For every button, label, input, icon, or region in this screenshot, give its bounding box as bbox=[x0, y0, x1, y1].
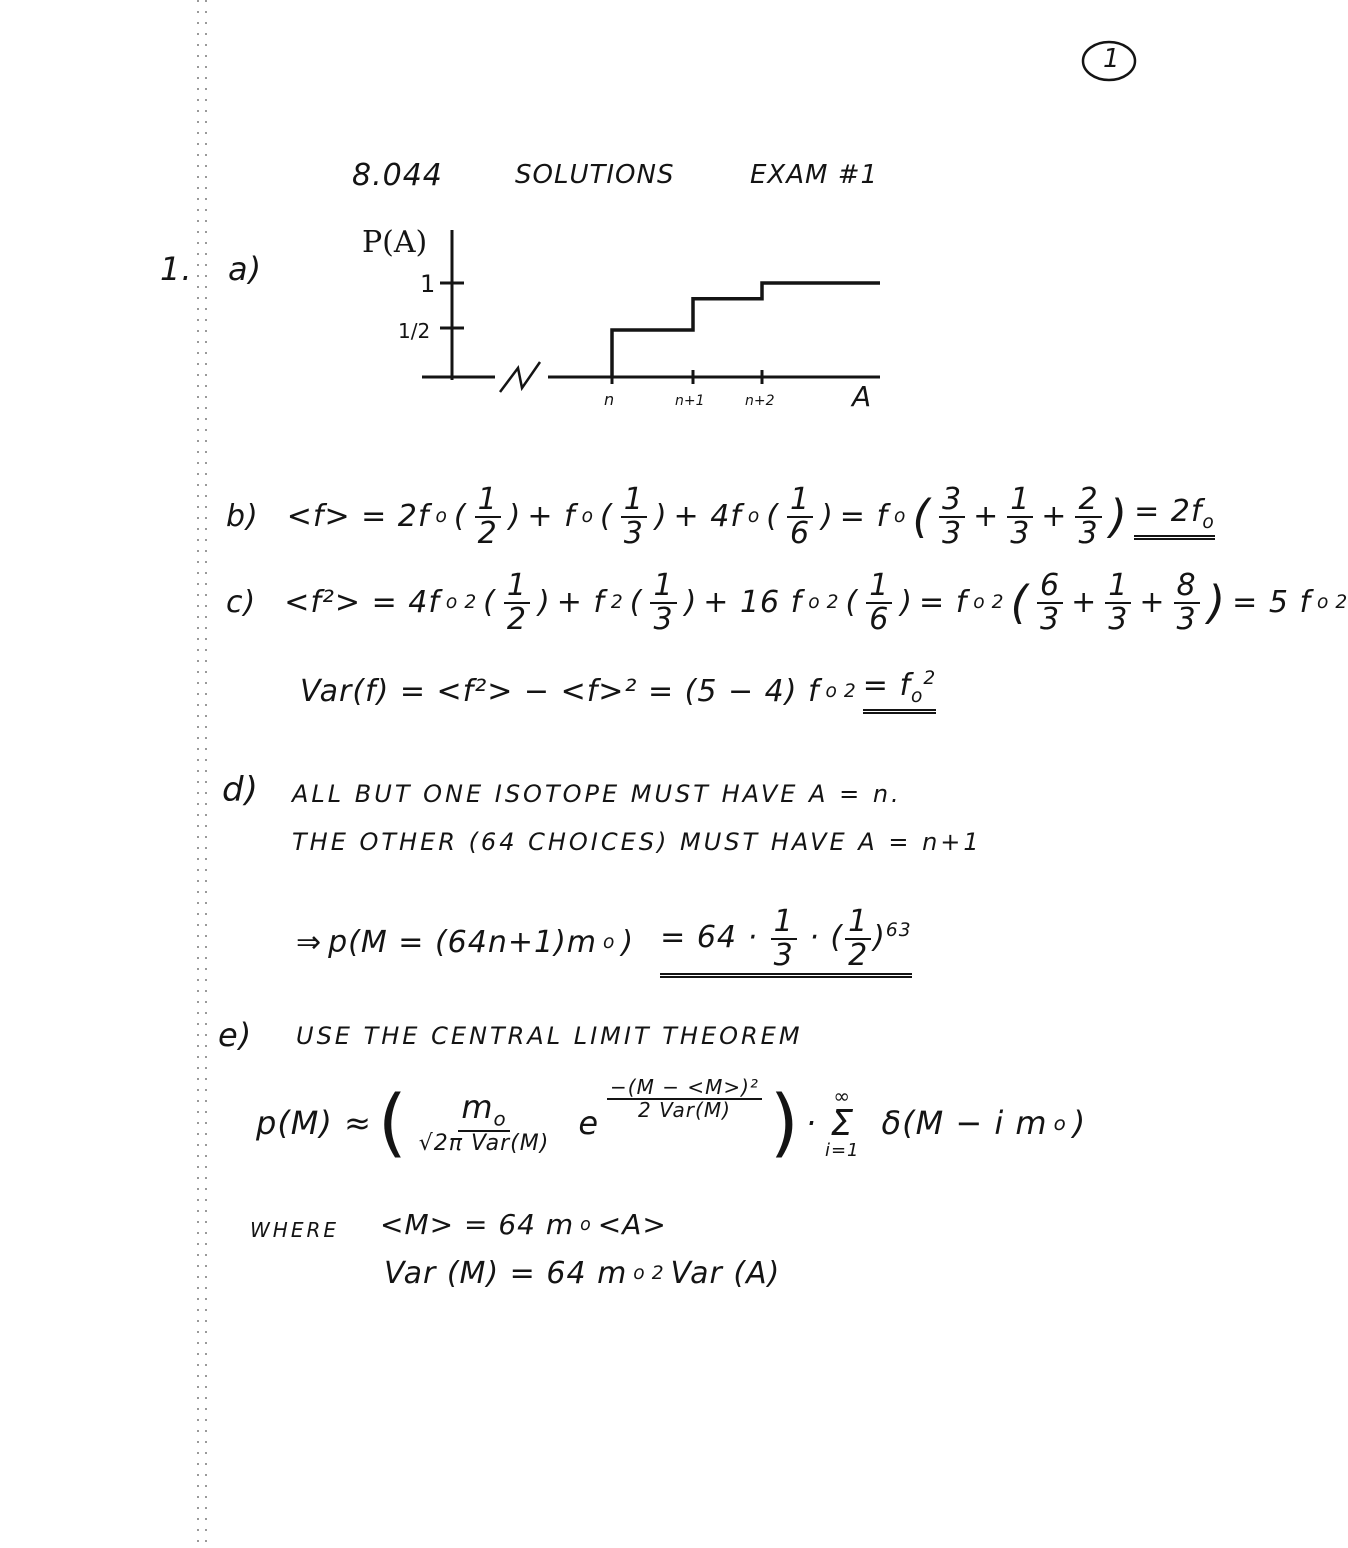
part-b-lhs: <f> = 2f bbox=[286, 499, 430, 534]
frac-third: $\frac{1}{3}$ bbox=[621, 484, 647, 549]
y-axis-label: P(A) bbox=[362, 225, 428, 260]
part-b-equation: b) <f> = 2f o ( $\frac{1}{2}$ ) + f o ( $\frac{1}{3}$ ) + 4f o ( $\frac{1}{6}$ ) = f o ( $\frac{3}{3}$ + $\frac{1}{3}$ + $\frac{2}{3}$ ) = $2f_o$ bbox=[226, 482, 1215, 551]
step-series-line bbox=[612, 283, 880, 377]
x-tick-n-label: n bbox=[604, 390, 615, 409]
part-d-result: = 64 · $\frac{1}{3}$ · ( $\frac{1}{2}$ )$^{63}$ bbox=[660, 906, 911, 978]
header-exam: EXAM #1 bbox=[750, 160, 879, 190]
summation: ∞ Σ i=1 bbox=[824, 1084, 860, 1161]
x-axis-label: A bbox=[852, 380, 872, 413]
course-number: 8.044 bbox=[352, 158, 443, 193]
part-c-equation: c) <f²> = 4f o 2 ( $\frac{1}{2}$ ) + f 2 ( $\frac{1}{3}$ ) + 16 f o 2 ( $\frac{1}{6}$ ) = f o 2 ( $\frac{6}{3}$ + $\frac{1}{3}$ + $\frac{8}{3}$ ) = 5 f o 2 bbox=[226, 568, 1348, 637]
part-d-line1: ALL BUT ONE ISOTOPE MUST HAVE A = n. bbox=[292, 780, 902, 808]
variance-result: = $f_o^2$ bbox=[863, 668, 936, 714]
part-d-probability: ⇒ p(M = (64n+1)m o ) = 64 · $\frac{1}{3}$ · ( $\frac{1}{2}$ )$^{63}$ bbox=[296, 906, 912, 978]
mean-formula: <M> = 64 m o <A> bbox=[380, 1208, 667, 1241]
clt-exponent: $\frac{\text{−(M − <M>)²}}{\text{2 Var(M)}}$ bbox=[607, 1077, 762, 1121]
part-e-line1: USE THE CENTRAL LIMIT THEOREM bbox=[296, 1022, 803, 1050]
part-d-line2: THE OTHER (64 CHOICES) MUST HAVE A = n+1 bbox=[292, 828, 982, 856]
clt-formula: p(M) ≈ ( $\frac{m_o}{\text{√2π Var(M)}}$ e $\frac{\text{−(M − <M>)²}}{\text{2 Var(M)}}$ ) · ∞ Σ i=1 δ(M − i m o ) bbox=[256, 1075, 1087, 1166]
y-tick-1-label: 1 bbox=[420, 270, 436, 298]
part-b-result: = $2f_o$ bbox=[1134, 494, 1215, 540]
part-a-label: a) bbox=[228, 250, 263, 288]
probability-step-chart bbox=[350, 220, 910, 420]
var-formula: Var (M) = 64 m o 2 Var (A) bbox=[384, 1256, 781, 1291]
x-tick-n2-label: n+2 bbox=[745, 393, 775, 409]
y-tick-half-label: 1/2 bbox=[398, 319, 431, 343]
problem-number: 1. bbox=[160, 250, 193, 288]
axis-break-mark bbox=[500, 362, 540, 392]
part-e-label: e) bbox=[218, 1016, 253, 1054]
page-number: 1 bbox=[1080, 38, 1138, 84]
where-label: WHERE bbox=[250, 1218, 339, 1242]
frac-half: $\frac{1}{2}$ bbox=[475, 484, 501, 549]
binder-margin-dots bbox=[190, 0, 220, 1548]
part-c-label: c) bbox=[226, 585, 257, 620]
frac-sixth: $\frac{1}{6}$ bbox=[787, 484, 813, 549]
variance-line: Var(f) = <f²> − <f>² = (5 − 4) f o 2 = $f_o^2$ bbox=[300, 668, 936, 714]
part-d-label: d) bbox=[222, 770, 259, 810]
x-tick-n1-label: n+1 bbox=[675, 393, 705, 409]
part-b-label: b) bbox=[226, 499, 259, 534]
header-solutions: SOLUTIONS bbox=[515, 160, 675, 190]
clt-prefactor: $\frac{m_o}{\text{√2π Var(M)}}$ bbox=[418, 1087, 550, 1157]
